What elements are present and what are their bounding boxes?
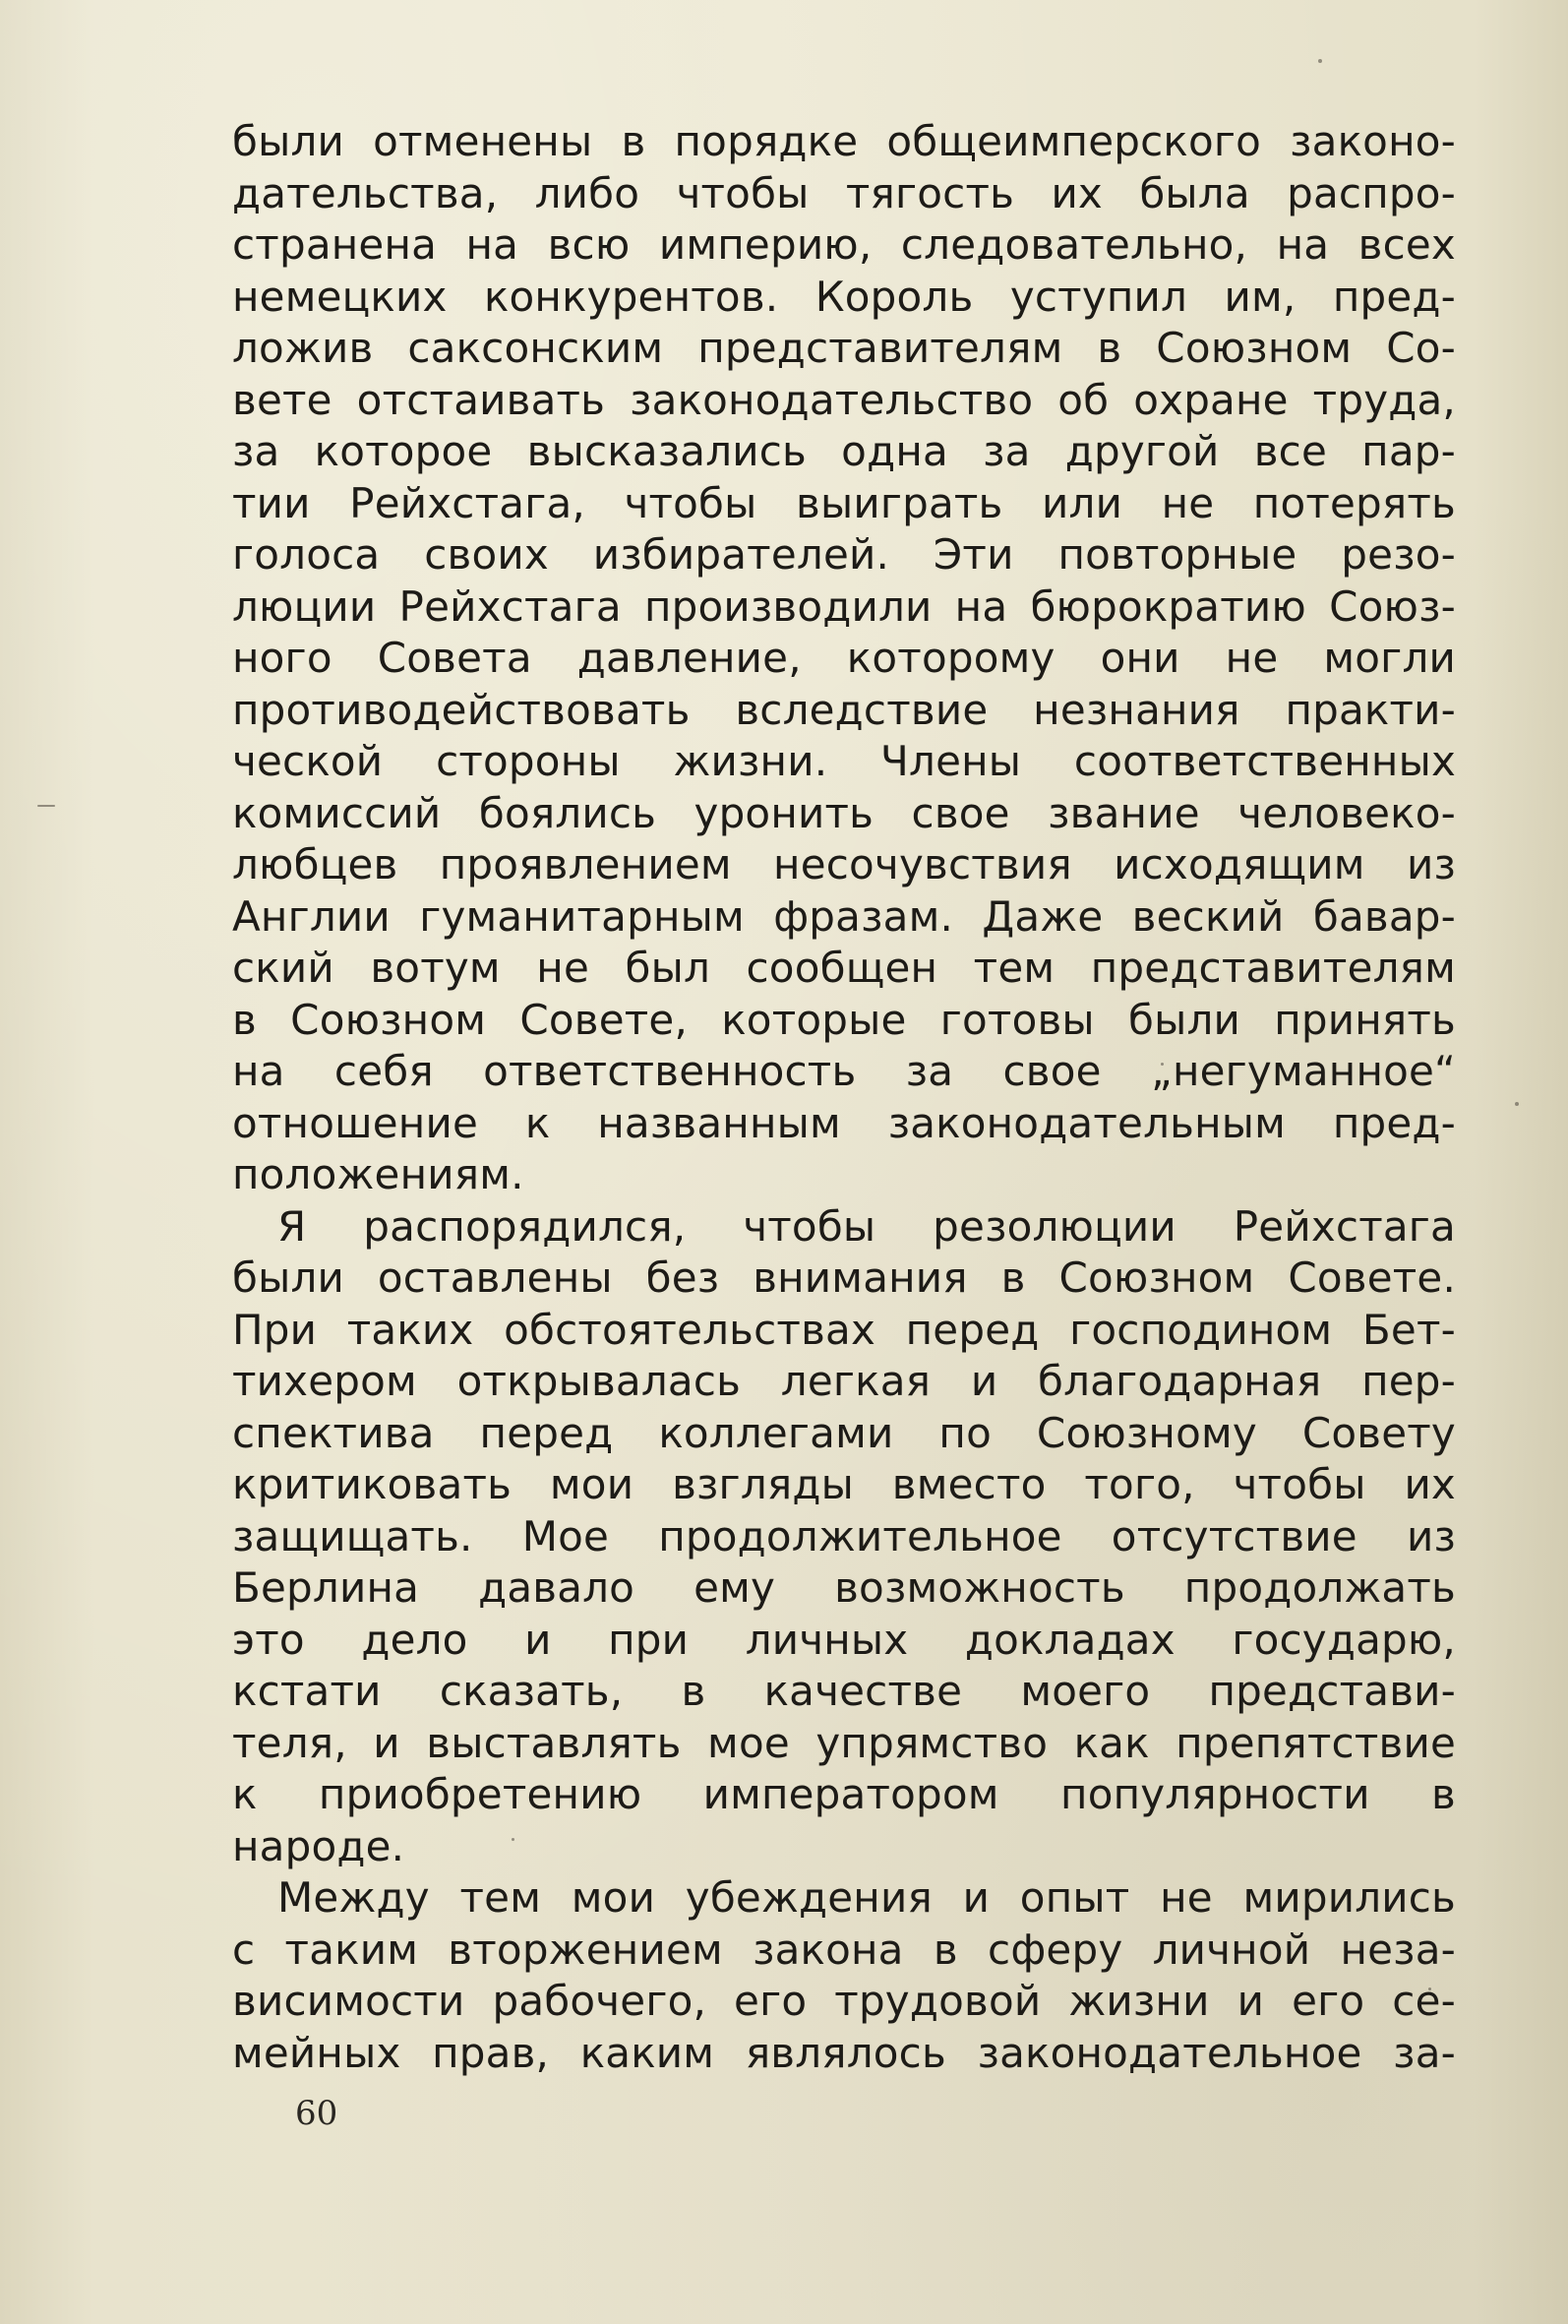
text-line: народе.	[232, 1821, 405, 1870]
text-line: висимости рабочего, его трудовой жизни и его се-	[232, 1977, 1456, 2025]
text-line: немецких конкурентов. Король уступил им, пред-	[232, 272, 1456, 321]
text-line: это дело и при личных докладах государю,	[232, 1615, 1456, 1664]
text-line: мейных прав, каким являлось законодательное за-	[232, 2028, 1456, 2077]
text-line: ческой стороны жизни. Члены соответственных	[232, 737, 1456, 785]
text-line: были оставлены без внимания в Союзном Совете.	[232, 1254, 1456, 1302]
text-line: Берлина давало ему возможность продолжать	[232, 1563, 1456, 1612]
text-line: голоса своих избирателей. Эти повторные резо-	[232, 530, 1456, 579]
text-line: противодействовать вследствие незнания практи-	[232, 685, 1456, 734]
text-line: отношение к названным законодательным пред-	[232, 1098, 1456, 1147]
text-line: Англии гуманитарным фразам. Даже веский бавар-	[232, 891, 1456, 941]
text-line: При таких обстоятельствах перед господином Бет-	[232, 1305, 1456, 1354]
text-line: ложив саксонским представителям в Союзном Со-	[232, 324, 1456, 372]
text-line: кстати сказать, в качестве моего представи-	[232, 1667, 1456, 1715]
text-line: защищать. Мое продолжительное отсутствие из	[232, 1511, 1456, 1560]
text-line: Я распорядился, чтобы резолюции Рейхстага	[277, 1201, 1456, 1251]
text-line: тии Рейхстага, чтобы выиграть или не потерять	[232, 478, 1456, 527]
text-line: с таким вторжением закона в сферу личной неза-	[232, 1925, 1456, 1974]
paper-speck	[37, 805, 55, 807]
text-line: теля, и выставлять мое упрямство как препятствие	[232, 1718, 1456, 1767]
text-line: дательства, либо чтобы тягость их была распро-	[232, 168, 1456, 217]
page-number: 60	[295, 2094, 338, 2133]
text-line: к приобретению императором популярности в	[232, 1770, 1456, 1818]
body-text	[232, 116, 1456, 2079]
text-line: критиковать мои взгляды вместо того, чтобы их	[232, 1460, 1456, 1508]
text-line: на себя ответственность за свое „негуманное“	[232, 1047, 1456, 1095]
text-line: вете отстаивать законодательство об охране труда,	[232, 375, 1456, 424]
paper-speck	[1318, 59, 1322, 63]
text-line: странена на всю империю, следовательно, на всех	[232, 220, 1456, 269]
text-line: были отменены в порядке общеимперского законо-	[232, 117, 1456, 165]
text-line: положениям.	[232, 1150, 524, 1198]
text-line: тихером открывалась легкая и благодарная пер-	[232, 1357, 1456, 1405]
paper-speck	[1515, 1102, 1519, 1106]
text-line: спектива перед коллегами по Союзному Совету	[232, 1408, 1456, 1457]
text-line: ного Совета давление, которому они не могли	[232, 634, 1456, 682]
text-line: любцев проявлением несочувствия исходящим из	[232, 840, 1456, 888]
text-line: ский вотум не был сообщен тем представителям	[232, 944, 1456, 992]
text-line: Между тем мои убеждения и опыт не мирились	[277, 1873, 1456, 1922]
text-line: комиссий боялись уронить свое звание человеко-	[232, 788, 1456, 837]
text-line: люции Рейхстага производили на бюрократию Союз-	[232, 581, 1456, 631]
text-line: в Союзном Совете, которые готовы были принять	[232, 995, 1456, 1044]
text-line: за которое высказались одна за другой все пар-	[232, 427, 1456, 475]
